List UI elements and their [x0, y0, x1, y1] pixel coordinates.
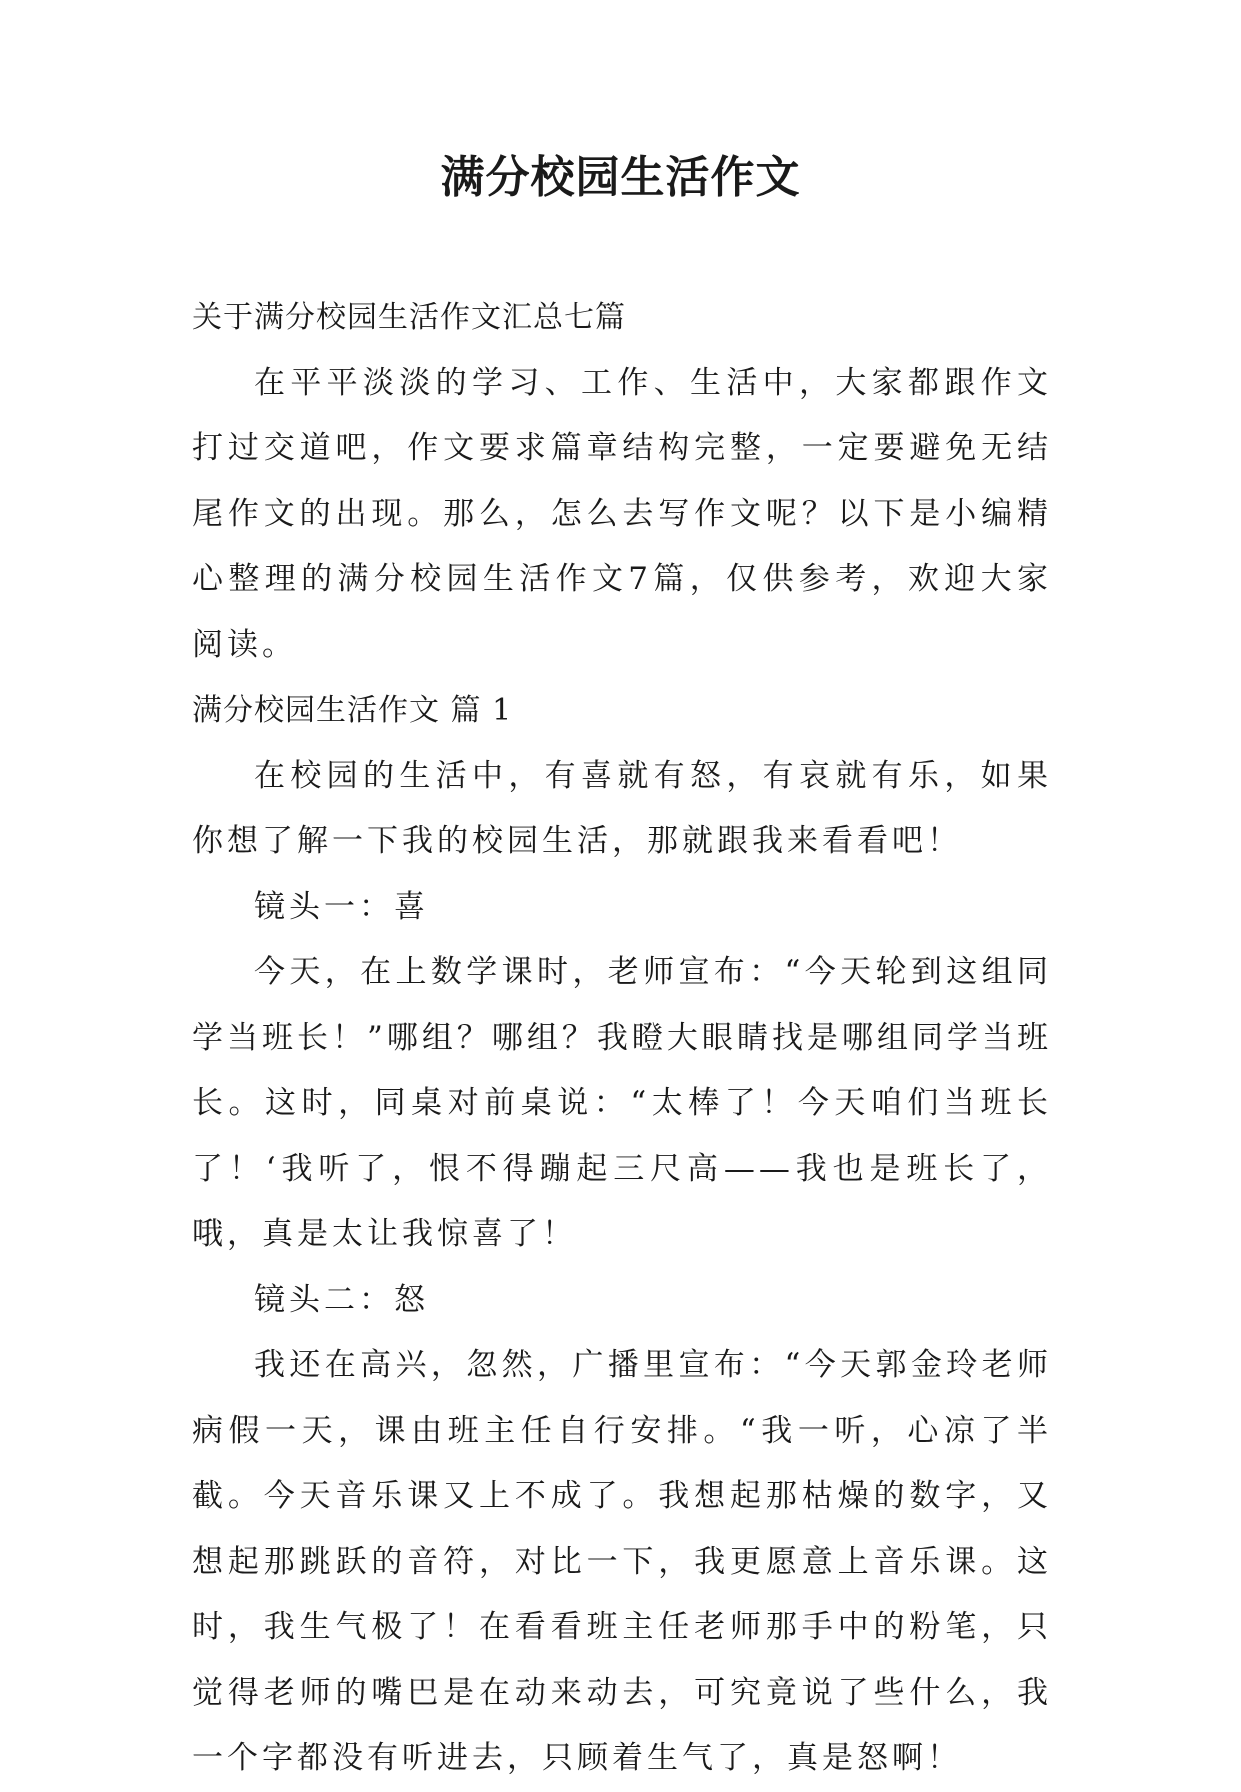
document-body [192, 285, 1052, 1792]
intro-paragraph: 在平平淡淡的学习、工作、生活中，大家都跟作文打过交道吧，作文要求篇章结构完整，一定要避免无结尾作文的出现。那么，怎么去写作文呢？以下是小编精心整理的满分校园生活作文7篇，仅供参考，欢迎大家阅读。 [192, 364, 1052, 663]
essay-paragraph: 今天，在上数学课时，老师宣布：“今天轮到这组同学当班长！”哪组？哪组？我瞪大眼睛找是哪组同学当班长。这时，同桌对前桌说：“太棒了！今天咱们当班长了！‘我听了，恨不得蹦起三尺高——我也是班长了，哦，真是太让我惊喜了！ [192, 954, 1052, 1252]
scene-heading: 镜头一：喜 [254, 888, 429, 925]
essay-paragraph: 我还在高兴，忽然，广播里宣布：“今天郭金玲老师病假一天，课由班主任自行安排。“我一听，心凉了半截。今天音乐课又上不成了。我想起那枯燥的数字，又想起那跳跃的音符，对比一下，我更愿意上音乐课。这时，我生气极了！在看看班主任老师那手中的粉笔，只觉得老师的嘴巴是在动来动去，可究竟说了些什么，我一个字都没有听进去，只顾着生气了，真是怒啊！ [192, 1347, 1052, 1776]
essay-heading: 满分校园生活作文 篇 1 [192, 693, 513, 728]
document-title: 满分校园生活作文 [440, 152, 801, 203]
scene-heading: 镜头二：怒 [254, 1281, 429, 1318]
essay-paragraph: 在校园的生活中，有喜就有怒，有哀就有乐，如果你想了解一下我的校园生活，那就跟我来看看吧！ [192, 757, 1052, 859]
document-subtitle: 关于满分校园生活作文汇总七篇 [192, 300, 626, 335]
